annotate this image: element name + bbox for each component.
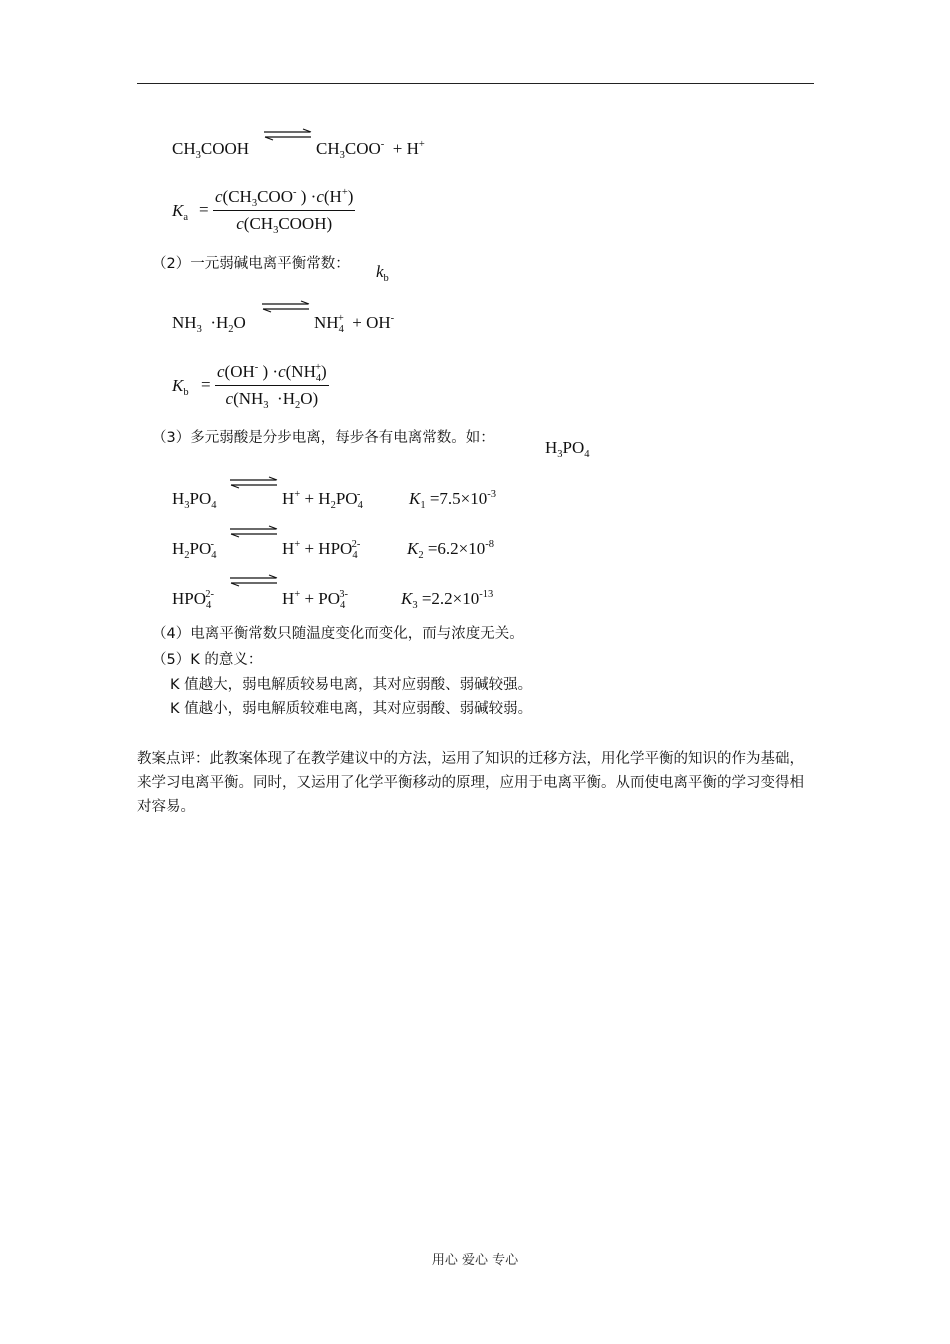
ka-symbol: $K_a$ xyxy=(172,201,189,223)
header-rule xyxy=(137,83,814,84)
step1-reactant: $H_3PO_4$ xyxy=(172,489,217,511)
ka-equals: = xyxy=(199,200,209,219)
acetic-acid-reactant: $CH_3COOH$ xyxy=(172,139,250,161)
step3-products: $H^+ + PO_4^{3-}$ xyxy=(282,589,349,611)
equilibrium-arrow xyxy=(262,128,314,144)
acetate-product: $CH_3COO^- + H^+$ xyxy=(316,139,425,161)
ammonia-reactant: $NH_3 \cdot H_2O$ xyxy=(172,313,246,335)
kb-fraction xyxy=(215,362,329,409)
equilibrium-arrow xyxy=(260,300,312,316)
item2-text: （2）一元弱碱电离平衡常数： xyxy=(152,256,350,272)
equilibrium-arrow xyxy=(228,525,280,541)
ammonium-product: $NH_4^+ + OH^-$ xyxy=(314,313,395,335)
equilibrium-arrow xyxy=(228,476,280,492)
item3-example: $H_3PO_4$ xyxy=(545,438,590,460)
step3-constant: $K_3 =2.2\times 10^{-13}$ xyxy=(401,589,494,611)
kb-equals: = xyxy=(201,375,211,394)
item5-line-1: K 值越大，弱电解质较易电离，其对应弱酸、弱碱较强。 xyxy=(170,677,533,693)
step1-products: $H^+ + H_2PO_4^-$ xyxy=(282,489,363,511)
ka-denominator: $c(CH_3COOH)$ xyxy=(236,214,333,236)
kb-numerator: c(OH- ) $\cdot c(NH_4^+)$ xyxy=(217,362,327,384)
step1-constant: $K_1 =7.5\times 10^{-3}$ xyxy=(409,489,497,511)
step2-constant: $K_2 =6.2\times 10^{-8}$ xyxy=(407,539,495,561)
kb-denominator: $c(NH_3 \cdot H_2O)$ xyxy=(225,389,319,411)
kb-symbol: $K_b$ xyxy=(172,376,189,398)
ka-fraction xyxy=(213,187,355,234)
equilibrium-arrow xyxy=(228,574,280,590)
lesson-comment: 教案点评：此教案体现了在教学建议中的方法，运用了知识的迁移方法，用化学平衡的知识的作为基础，来学习电离平衡。同时，又运用了化学平衡移动的原理，应用于电离平衡。从而使电离平衡的学习变得相对容易。 xyxy=(137,751,804,815)
item4-text: （4）电离平衡常数只随温度变化而变化，而与浓度无关。 xyxy=(152,626,524,642)
item5-line-2: K 值越小，弱电解质较难电离，其对应弱酸、弱碱较弱。 xyxy=(170,701,533,717)
kb-lower-symbol: $k_b$ xyxy=(376,262,389,284)
step3-reactant: $HPO_4^{2-}$ xyxy=(172,589,215,611)
step2-reactant: $H_2PO_4^-$ xyxy=(172,539,217,561)
ka-numerator: $c(CH_3COO^-$ ) ·c(H+) xyxy=(215,187,354,209)
step2-products: $H^+ + HPO_4^{2-}$ xyxy=(282,539,361,561)
item3-text: （3）多元弱酸是分步电离，每步各有电离常数。如： xyxy=(152,430,495,446)
page-footer: 用心 爱心 专心 xyxy=(431,1253,519,1268)
item5-title: （5）K 的意义： xyxy=(152,652,263,668)
